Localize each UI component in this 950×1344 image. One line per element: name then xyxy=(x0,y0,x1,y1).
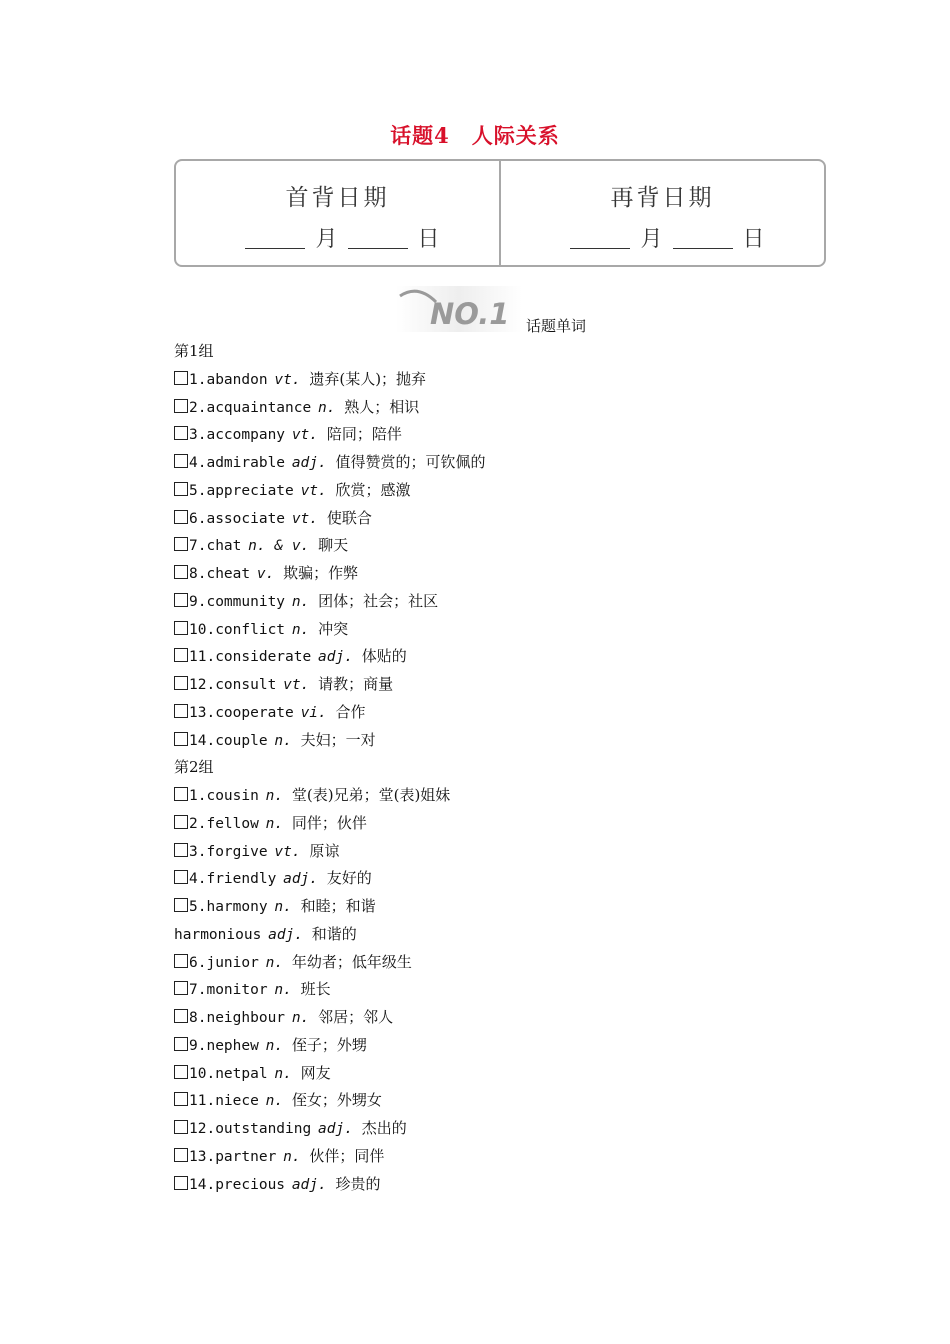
checkbox-icon xyxy=(174,482,188,496)
vocab-item xyxy=(174,505,874,533)
part-of-speech: n. xyxy=(265,788,284,804)
english-word: fellow xyxy=(206,815,259,832)
english-word: chat xyxy=(206,538,242,555)
chinese-meaning: 值得赞赏的；可钦佩的 xyxy=(335,453,486,471)
group-heading: 第2组 xyxy=(174,758,214,777)
part-of-speech: adj. xyxy=(268,926,304,943)
item-number: 14. xyxy=(189,1176,216,1193)
english-word: harmonious xyxy=(174,926,262,943)
checkbox-icon xyxy=(174,426,188,440)
vocab-item xyxy=(174,1171,874,1199)
part-of-speech: n. xyxy=(318,399,336,416)
part-of-speech: n. xyxy=(274,1065,292,1082)
chinese-meaning: 伙伴；同伴 xyxy=(309,1146,385,1165)
first-review-label: 首背日期 xyxy=(285,185,390,211)
checkbox-icon xyxy=(174,399,188,413)
checkbox-icon xyxy=(174,787,188,801)
vocabulary-list xyxy=(174,338,874,1198)
english-word: precious xyxy=(215,1176,286,1193)
vocab-item xyxy=(174,366,874,394)
checkbox-icon xyxy=(174,371,188,385)
vocab-item xyxy=(174,1032,874,1060)
second-review-label: 再背日期 xyxy=(610,185,715,211)
vocab-item xyxy=(174,1115,874,1143)
item-number: 8. xyxy=(189,1010,207,1026)
english-word: conflict xyxy=(215,621,286,638)
badge-text: NO.1 xyxy=(430,297,510,331)
part-of-speech: vt. xyxy=(291,510,319,527)
english-word: associate xyxy=(206,510,286,527)
checkbox-icon xyxy=(174,843,188,857)
checkbox-icon xyxy=(174,593,188,607)
item-number: 2. xyxy=(189,815,207,832)
part-of-speech: n. xyxy=(265,1093,284,1110)
english-word: monitor xyxy=(206,982,268,999)
checkbox-icon xyxy=(174,648,188,662)
item-number: 7. xyxy=(189,538,207,555)
vocab-item xyxy=(174,1143,874,1171)
english-word: cousin xyxy=(206,788,259,804)
english-word: appreciate xyxy=(206,482,294,499)
month-label: 月 xyxy=(315,227,338,252)
english-word: consult xyxy=(215,677,277,693)
vocab-item xyxy=(174,588,874,616)
chinese-meaning: 欺骗；作弊 xyxy=(283,564,359,582)
part-of-speech: adj. xyxy=(291,455,327,471)
chinese-meaning: 同伴；伙伴 xyxy=(291,813,367,832)
part-of-speech: vt. xyxy=(283,677,310,693)
checkbox-icon xyxy=(174,1148,188,1162)
item-number: 11. xyxy=(189,1093,216,1110)
item-number: 4. xyxy=(189,455,207,471)
vocab-item xyxy=(174,976,874,1004)
part-of-speech: vt. xyxy=(300,482,327,499)
part-of-speech: n. xyxy=(274,982,292,999)
english-word: neighbour xyxy=(206,1010,286,1026)
english-word: couple xyxy=(215,732,268,749)
vocab-item xyxy=(174,782,874,810)
item-number: 6. xyxy=(189,954,207,971)
checkbox-icon xyxy=(174,1120,188,1134)
english-word: nephew xyxy=(206,1037,259,1054)
part-of-speech: vt. xyxy=(291,427,319,444)
english-word: community xyxy=(206,593,286,610)
chinese-meaning: 友好的 xyxy=(326,869,372,888)
page-title: 话题4 人际关系 xyxy=(390,123,560,148)
item-number: 3. xyxy=(189,843,207,860)
part-of-speech: n. xyxy=(291,621,310,638)
item-number: 9. xyxy=(189,1037,207,1054)
day-blank xyxy=(348,248,408,249)
vocab-item xyxy=(174,699,874,727)
chinese-meaning: 冲突 xyxy=(318,619,349,638)
english-word: harmony xyxy=(206,899,268,915)
review-date-box xyxy=(174,159,826,267)
vocab-item xyxy=(174,838,874,866)
english-word: junior xyxy=(206,954,259,971)
part-of-speech: adj. xyxy=(318,649,353,666)
group-heading: 第1组 xyxy=(174,342,214,360)
checkbox-icon xyxy=(174,454,188,468)
part-of-speech: vi. xyxy=(300,704,327,721)
chinese-meaning: 体贴的 xyxy=(361,647,407,666)
chinese-meaning: 欣赏；感激 xyxy=(335,480,411,499)
checkbox-icon xyxy=(174,898,188,912)
chinese-meaning: 合作 xyxy=(335,702,366,721)
part-of-speech: adj. xyxy=(283,871,319,888)
chinese-meaning: 邻居；邻人 xyxy=(318,1008,394,1026)
part-of-speech: n. xyxy=(265,815,284,832)
checkbox-icon xyxy=(174,1065,188,1079)
chinese-meaning: 侄子；外甥 xyxy=(291,1035,367,1054)
month-blank xyxy=(570,248,630,249)
second-review-date xyxy=(499,161,824,265)
checkbox-icon xyxy=(174,1009,188,1023)
chinese-meaning: 团体；社会；社区 xyxy=(318,591,439,610)
item-number: 5. xyxy=(189,482,207,499)
part-of-speech: adj. xyxy=(291,1176,327,1193)
chinese-meaning: 珍贵的 xyxy=(335,1174,381,1193)
vocab-item xyxy=(174,810,874,838)
part-of-speech: n. xyxy=(274,732,292,749)
vocab-item xyxy=(174,643,874,671)
checkbox-icon xyxy=(174,621,188,635)
item-number: 6. xyxy=(189,510,207,527)
vocab-item xyxy=(174,671,874,699)
english-word: admirable xyxy=(206,455,286,471)
month-label: 月 xyxy=(640,227,663,252)
english-word: acquaintance xyxy=(206,399,312,416)
item-number: 12. xyxy=(189,677,216,693)
vocab-item xyxy=(174,1060,874,1088)
first-review-date-line xyxy=(235,222,439,253)
chinese-meaning: 遗弃(某人)；抛弃 xyxy=(309,369,427,388)
chinese-meaning: 请教；商量 xyxy=(318,675,394,693)
second-review-date-line xyxy=(560,222,764,253)
checkbox-icon xyxy=(174,981,188,995)
chinese-meaning: 陪同；陪伴 xyxy=(326,425,402,444)
chinese-meaning: 使联合 xyxy=(326,508,372,527)
vocab-item xyxy=(174,865,874,893)
english-word: forgive xyxy=(206,843,268,860)
chinese-meaning: 网友 xyxy=(300,1063,331,1082)
chinese-meaning: 原谅 xyxy=(309,841,340,860)
english-word: considerate xyxy=(215,649,312,666)
checkbox-icon xyxy=(174,870,188,884)
chinese-meaning: 年幼者；低年级生 xyxy=(291,952,412,971)
checkbox-icon xyxy=(174,815,188,829)
checkbox-icon xyxy=(174,510,188,524)
english-word: friendly xyxy=(206,871,277,888)
part-of-speech: vt. xyxy=(274,843,301,860)
checkbox-icon xyxy=(174,1037,188,1051)
chinese-meaning: 熟人；相识 xyxy=(344,397,420,416)
part-of-speech: n. xyxy=(291,593,310,610)
item-number: 11. xyxy=(189,649,216,666)
chinese-meaning: 堂(表)兄弟；堂(表)姐妹 xyxy=(291,786,451,804)
part-of-speech: v. xyxy=(256,566,275,582)
item-number: 7. xyxy=(189,982,207,999)
vocab-item xyxy=(174,949,874,977)
vocab-item xyxy=(174,532,874,560)
vocab-sub-item xyxy=(174,921,874,949)
checkbox-icon xyxy=(174,704,188,718)
part-of-speech: n. & v. xyxy=(248,538,310,555)
vocab-item xyxy=(174,616,874,644)
item-number: 10. xyxy=(189,621,216,638)
item-number: 13. xyxy=(189,1148,216,1165)
month-blank xyxy=(245,248,305,249)
item-number: 1. xyxy=(189,788,207,804)
chinese-meaning: 和睦；和谐 xyxy=(300,897,376,915)
vocab-item xyxy=(174,449,874,477)
english-word: netpal xyxy=(215,1065,268,1082)
vocab-item xyxy=(174,1087,874,1115)
checkbox-icon xyxy=(174,954,188,968)
item-number: 12. xyxy=(189,1121,216,1137)
item-number: 14. xyxy=(189,732,216,749)
part-of-speech: vt. xyxy=(274,371,301,388)
day-blank xyxy=(673,248,733,249)
item-number: 5. xyxy=(189,899,207,915)
vocab-item xyxy=(174,394,874,422)
item-number: 8. xyxy=(189,566,207,582)
day-label: 日 xyxy=(417,227,440,252)
vocab-item xyxy=(174,477,874,505)
item-number: 3. xyxy=(189,427,207,444)
chinese-meaning: 杰出的 xyxy=(361,1119,407,1137)
checkbox-icon xyxy=(174,1176,188,1190)
vocab-item xyxy=(174,560,874,588)
vocab-item xyxy=(174,727,874,755)
part-of-speech: n. xyxy=(265,954,284,971)
day-label: 日 xyxy=(742,227,765,252)
vocab-item xyxy=(174,893,874,921)
english-word: outstanding xyxy=(215,1121,312,1137)
vocab-item xyxy=(174,1004,874,1032)
english-word: cheat xyxy=(206,566,251,582)
part-of-speech: n. xyxy=(283,1148,301,1165)
checkbox-icon xyxy=(174,537,188,551)
section-caption: 话题单词 xyxy=(526,317,587,335)
english-word: cooperate xyxy=(215,704,294,721)
checkbox-icon xyxy=(174,565,188,579)
chinese-meaning: 侄女；外甥女 xyxy=(291,1091,382,1110)
english-word: niece xyxy=(215,1093,259,1110)
section-number-badge xyxy=(396,286,522,332)
english-word: partner xyxy=(215,1148,277,1165)
item-number: 2. xyxy=(189,399,207,416)
checkbox-icon xyxy=(174,1092,188,1106)
english-word: accompany xyxy=(206,427,286,444)
checkbox-icon xyxy=(174,676,188,690)
vocab-item xyxy=(174,421,874,449)
part-of-speech: n. xyxy=(291,1010,310,1026)
part-of-speech: n. xyxy=(265,1037,284,1054)
first-review-date xyxy=(176,161,499,265)
item-number: 9. xyxy=(189,593,207,610)
item-number: 1. xyxy=(189,371,207,388)
item-number: 13. xyxy=(189,704,216,721)
item-number: 10. xyxy=(189,1065,216,1082)
chinese-meaning: 夫妇；一对 xyxy=(300,730,376,749)
checkbox-icon xyxy=(174,732,188,746)
chinese-meaning: 和谐的 xyxy=(311,924,357,943)
chinese-meaning: 班长 xyxy=(300,980,331,999)
part-of-speech: n. xyxy=(274,899,292,915)
part-of-speech: adj. xyxy=(318,1121,353,1137)
item-number: 4. xyxy=(189,871,207,888)
chinese-meaning: 聊天 xyxy=(318,536,349,555)
english-word: abandon xyxy=(206,371,268,388)
